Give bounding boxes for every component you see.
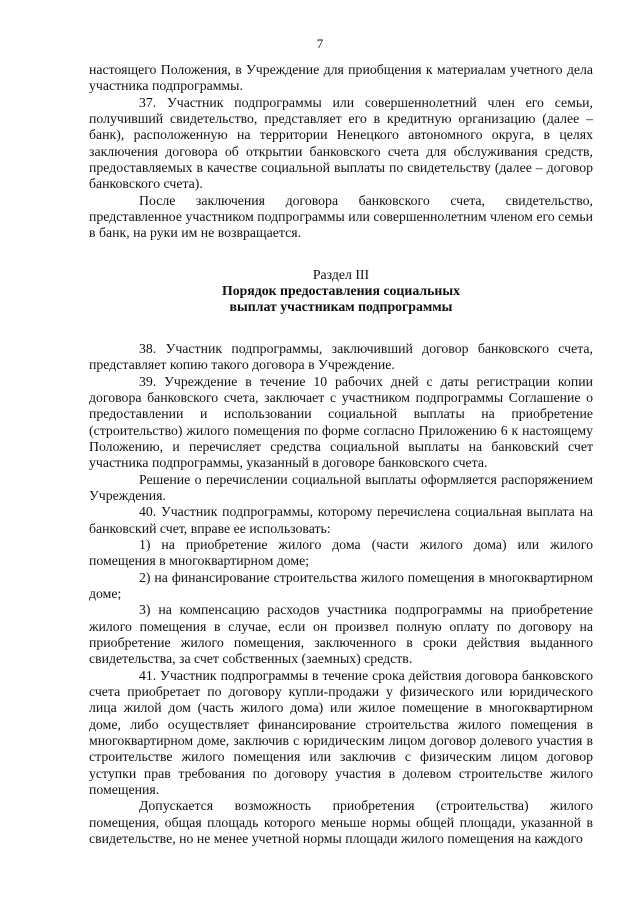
paragraph-37: 37. Участник подпрограммы или совершеннолетний член его семьи, получивший свидетельство, представляет его в кредитную организацию (далее – банк), расположенную на территории Ненецкого автономного округа, в целях заключения договора об открытии банковского счета для обслуживания средств, предоставляемых в качестве социальной выплаты по свидетельству (далее – договор банковского счета). [89,94,593,192]
list-item-1: 1) на приобретение жилого дома (части жилого дома) или жилого помещения в многоквартирном доме; [89,536,593,569]
paragraph-after-contract: После заключения договора банковского счета, свидетельство, представленное участником подпрограммы или совершеннолетним членом его семьи в банк, на руки им не возвращается. [89,192,593,241]
paragraph-decision: Решение о перечислении социальной выплаты оформляется распоряжением Учреждения. [89,471,593,503]
paragraph-40: 40. Участник подпрограммы, которому перечислена социальная выплата на банковский счет, вправе ее использовать: [89,504,593,536]
page-number: 7 [316,36,324,51]
section-title-line-1: Порядок предоставления социальных [222,283,460,299]
paragraph-38: 38. Участник подпрограммы, заключивший договор банковского счета, представляет копию такого договора в Учреждение. [89,340,593,373]
section-spacer [89,316,593,341]
document-body [89,62,593,847]
paragraph-allowed: Допускается возможность приобретения (строительства) жилого помещения, общая площадь которого меньше нормы общей площади, указанной в свидетельстве, но не менее учетной нормы площади жилого помещения на каждого [89,798,593,847]
paragraph-continuation: настоящего Положения, в Учреждение для приобщения к материалам учетного дела участника подпрограммы. [89,62,593,94]
paragraph-41: 41. Участник подпрограммы в течение срока действия договора банковского счета приобретает по договору купли-продажи у физического или юридического лица жилой дом (часть жилого дома) или жилое помещение в многоквартирном доме, либо осуществляет финансирование строительства жилого помещения в многоквартирном доме, заключив с юридическим лицом договор долевого участия в строительстве жилого помещения или заключив с физическим лицом договор уступки прав требования по договору участия в долевом строительстве жилого помещения. [89,667,593,798]
section-label: Раздел III [312,266,370,282]
list-item-2: 2) на финансирование строительства жилого помещения в многоквартирном доме; [89,569,593,601]
paragraph-39: 39. Учреждение в течение 10 рабочих дней с даты регистрации копии договора банковского счета, заключает с участником подпрограммы Соглашение о предоставлении и использовании социальной выплаты на приобретение (строительство) жилого помещения по форме согласно Приложению 6 к настоящему Положению, и перечисляет средства социальной выплаты на банковский счет участника подпрограммы, указанный в договоре банковского счета. [89,373,593,471]
section-title-line-2: выплат участникам подпрограммы [229,299,453,315]
list-item-3: 3) на компенсацию расходов участника подпрограммы на приобретение жилого помещения в случае, если он произвел полную оплату по договору на приобретение жилого помещения, заключенного в сроки действия выданного свидетельства, за счет собственных (заемных) средств. [89,602,593,667]
